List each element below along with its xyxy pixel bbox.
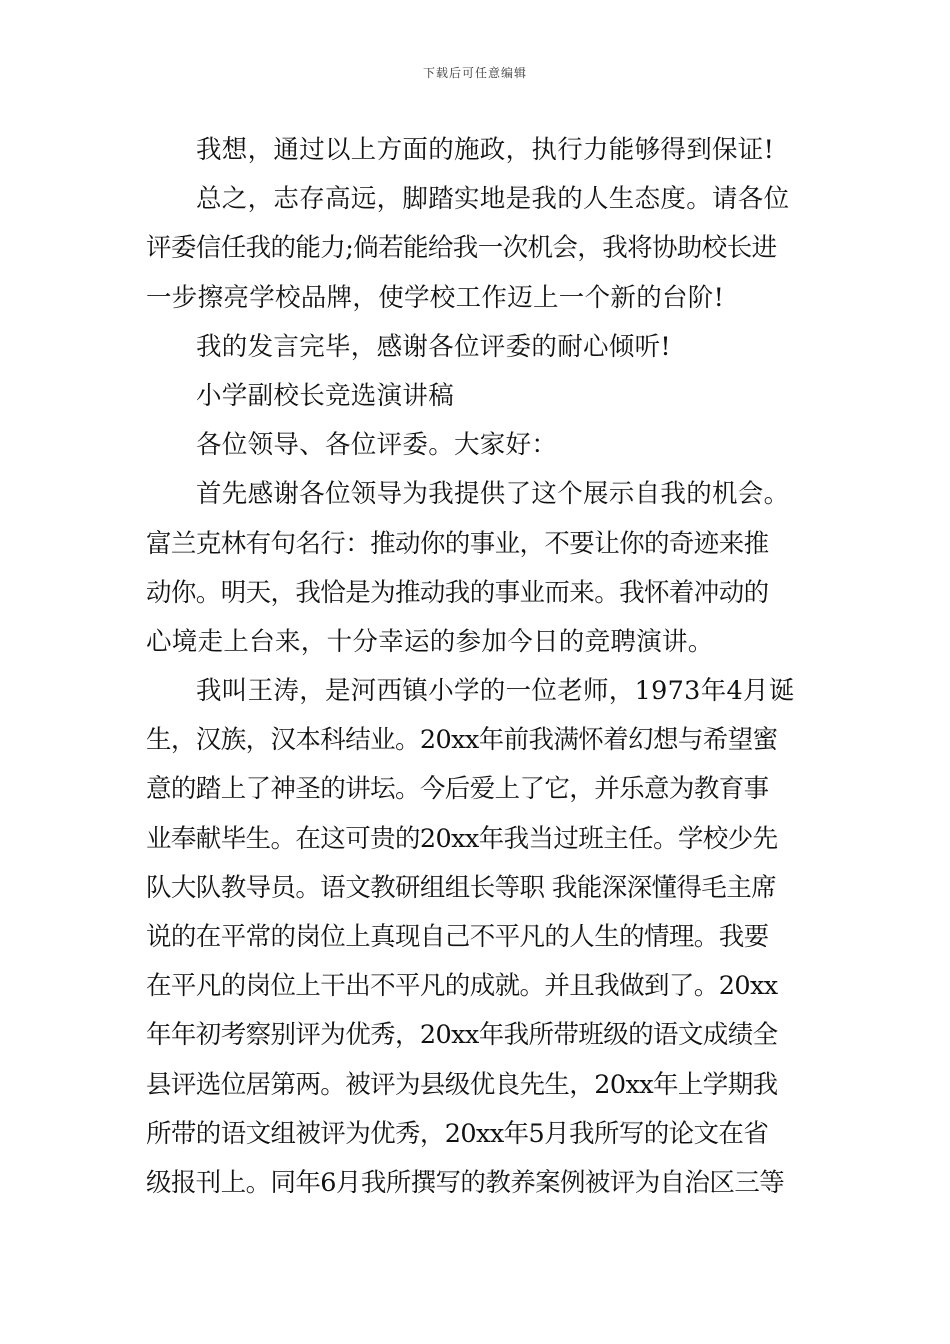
- text-line: 我的发言完毕，感谢各位评委的耐心倾听!: [196, 331, 671, 362]
- text-line: 我想，通过以上方面的施政，执行力能够得到保证!: [196, 135, 775, 165]
- salutation-line: 各位领导、各位评委。大家好：: [196, 430, 558, 461]
- text-line: 意的踏上了神圣的讲坛。今后爱上了它，并乐意为教育事: [146, 774, 769, 805]
- text-line: 年年初考察别评为优秀，20xx年我所带班级的语文成绩全: [146, 1020, 778, 1051]
- text-line: 评委信任我的能力;倘若能给我一次机会，我将协助校长进: [146, 233, 777, 264]
- text-line: 业奉献毕生。在这可贵的20xx年我当过班主任。学校少先: [146, 823, 778, 854]
- text-line: 我叫王涛，是河西镇小学的一位老师，1973年4月诞: [196, 676, 795, 707]
- text-line: 县评选位居第两。被评为县级优良先生，20xx年上学期我: [146, 1069, 778, 1100]
- text-line: 富兰克林有句名行：推动你的事业，不要让你的奇迹来推: [146, 528, 769, 559]
- section-title: 小学副校长竞选演讲稿: [196, 380, 455, 411]
- text-line: 一步擦亮学校品牌，使学校工作迈上一个新的台阶!: [146, 282, 725, 313]
- text-line: 心境走上台来，十分幸运的参加今日的竞聘演讲。: [146, 626, 714, 657]
- text-line: 级报刊上。同年6月我所撰写的教养案例被评为自治区三等: [146, 1167, 785, 1198]
- page-header-note: 下载后可任意编辑: [422, 66, 527, 80]
- text-line: 总之，志存高远，脚踏实地是我的人生态度。请各位: [196, 184, 790, 215]
- text-line: 在平凡的岗位上干出不平凡的成就。并且我做到了。20xx: [146, 971, 778, 1002]
- text-line: 生，汉族，汉本科结业。20xx年前我满怀着幻想与希望蜜: [146, 725, 778, 756]
- text-line: 首先感谢各位领导为我提供了这个展示自我的机会。: [196, 479, 790, 510]
- text-line: 说的在平常的岗位上真现自己不平凡的人生的情理。我要: [146, 922, 769, 952]
- text-line: 队大队教导员。语文教研组组长等职 我能深深懂得毛主席: [146, 872, 777, 903]
- document-body: [146, 126, 810, 1208]
- text-line: 所带的语文组被评为优秀，20xx年5月我所写的论文在省: [146, 1118, 769, 1149]
- text-line: 动你。明天，我恰是为推动我的事业而来。我怀着冲动的: [146, 577, 769, 608]
